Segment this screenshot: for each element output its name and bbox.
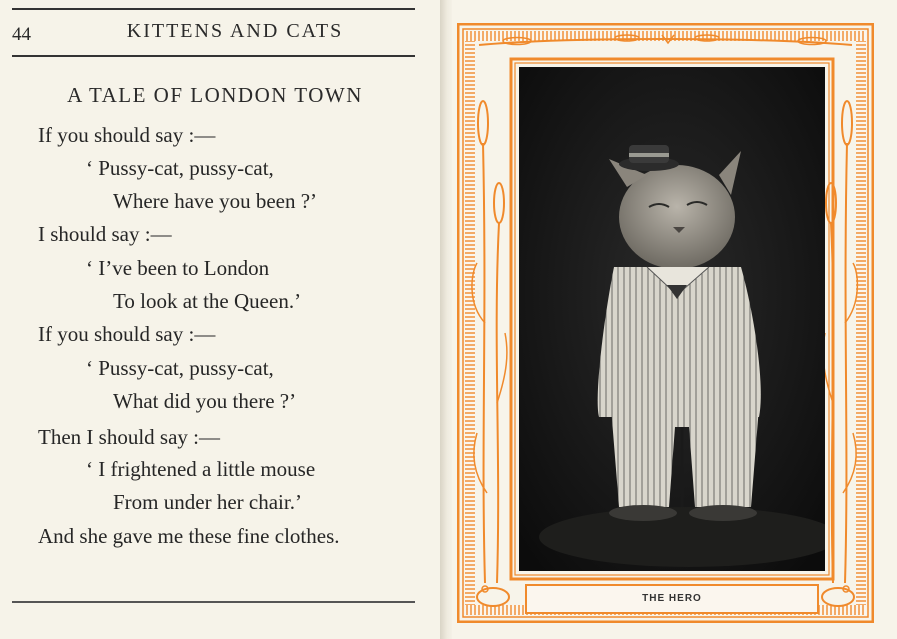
left-page [0, 0, 440, 639]
poem-line: ‘ Pussy-cat, pussy-cat, [86, 156, 274, 180]
book-gutter [440, 0, 452, 639]
right-page [452, 0, 897, 639]
page-number: 44 [12, 24, 31, 45]
poem-line: Where have you been ?’ [113, 189, 318, 213]
poem-line: I should say :— [38, 222, 172, 246]
top-rule [12, 8, 415, 10]
cat-photograph [519, 67, 825, 571]
poem-line: To look at the Queen.’ [113, 289, 302, 313]
running-head: KITTENS AND CATS [126, 20, 344, 42]
poem-line: And she gave me these fine clothes. [38, 524, 340, 548]
poem-line: ‘ Pussy-cat, pussy-cat, [86, 356, 274, 380]
poem-title: A TALE OF LONDON TOWN [67, 83, 363, 107]
cat-in-suit-icon [519, 67, 825, 571]
poem-line: ‘ I frightened a little mouse [86, 457, 316, 481]
poem-line: ‘ I’ve been to London [86, 256, 270, 280]
photo-caption: THE HERO [525, 584, 819, 614]
poem-line: From under her chair.’ [113, 490, 302, 514]
poem-line: If you should say :— [38, 123, 216, 147]
header-rule [12, 55, 415, 57]
poem-line: Then I should say :— [38, 425, 220, 449]
poem-line: If you should say :— [38, 322, 216, 346]
ornamental-frame [457, 23, 874, 623]
bottom-rule [12, 601, 415, 603]
poem-line: What did you there ?’ [113, 389, 297, 413]
